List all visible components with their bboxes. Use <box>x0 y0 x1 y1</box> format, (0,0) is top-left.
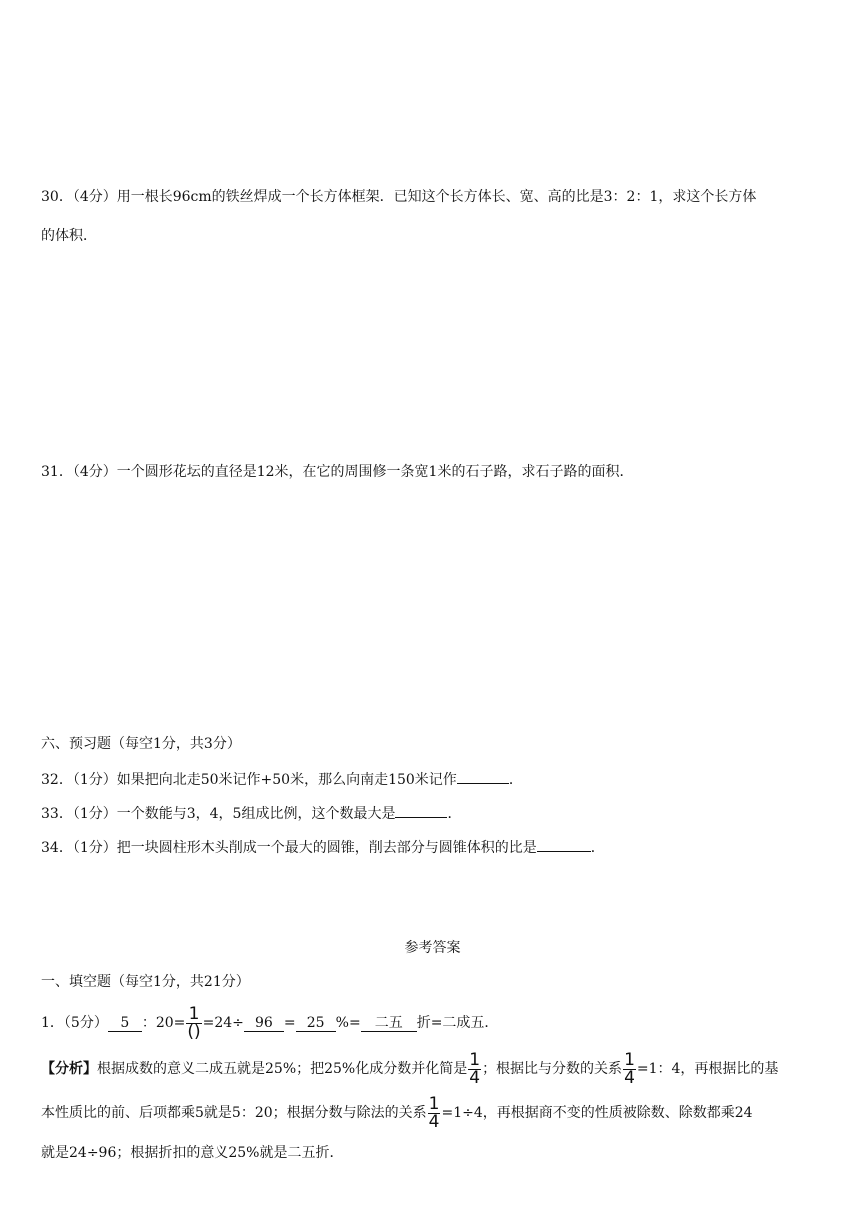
analysis-line-2 <box>41 1094 753 1132</box>
answer-1-value-4: 二五 <box>361 1015 417 1032</box>
answer-1-fraction <box>186 1003 201 1042</box>
answer-1-text-5: 折=二成五． <box>416 1015 499 1031</box>
question-30-line-2: 的体积． <box>41 228 97 244</box>
question-34 <box>41 836 605 858</box>
answer-blank-34[interactable] <box>537 836 591 852</box>
question-32-end: ． <box>508 772 523 788</box>
answer-blank-32[interactable] <box>457 768 509 784</box>
analysis-line-1 <box>41 1050 778 1088</box>
fraction-denominator: 4 <box>469 1067 481 1088</box>
answer-blank-33[interactable] <box>395 802 447 818</box>
answer-1-prefix: 1．（5分） <box>41 1015 108 1031</box>
analysis-text-1c: =1：4，再根据比的基 <box>636 1061 779 1077</box>
question-33 <box>41 802 461 824</box>
answer-1-value-2: 96 <box>244 1015 284 1032</box>
analysis-text-1b: ；根据比与分数的关系 <box>482 1061 623 1077</box>
question-34-end: ． <box>590 840 605 856</box>
analysis-line-3: 就是24÷96；根据折扣的意义25%就是二五折． <box>41 1145 344 1161</box>
question-32 <box>41 768 523 790</box>
answer-1-value-3: 25 <box>296 1015 336 1032</box>
fraction-numerator: 1 <box>428 1093 440 1114</box>
answer-1-text-1: ：20= <box>141 1015 186 1031</box>
question-34-text: 34．（1分）把一块圆柱形木头削成一个最大的圆锥，削去部分与圆锥体积的比是 <box>41 840 537 856</box>
analysis-fraction-2 <box>623 1049 636 1088</box>
fraction-denominator: () <box>187 1021 201 1042</box>
analysis-fraction-1 <box>468 1049 481 1088</box>
question-32-text: 32．（1分）如果把向北走50米记作+50米，那么向南走150米记作 <box>41 772 457 788</box>
question-33-text: 33．（1分）一个数能与3，4，5组成比例，这个数最大是 <box>41 806 396 822</box>
analysis-text-1a: 根据成数的意义二成五就是25%；把25%化成分数并化简是 <box>97 1061 468 1077</box>
question-30-line-1: 30．（4分）用一根长96cm的铁丝焊成一个长方体框架．已知这个长方体长、宽、高的比是3：2：1，求这个长方体 <box>41 189 757 205</box>
fraction-numerator: 1 <box>186 1006 201 1024</box>
fraction-numerator: 1 <box>624 1049 635 1070</box>
analysis-text-2a: 本性质比的前、后项都乘5就是5：20；根据分数与除法的关系 <box>41 1105 427 1121</box>
answers-title: 参考答案 <box>404 940 461 956</box>
answer-1-text-2: =24÷ <box>202 1015 244 1031</box>
analysis-text-2b: =1÷4，再根据商不变的性质被除数、除数都乘24 <box>441 1105 753 1121</box>
fraction-numerator: 1 <box>469 1049 481 1070</box>
answers-section-1-title: 一、填空题（每空1分，共21分） <box>41 974 250 990</box>
analysis-fraction-3 <box>428 1093 441 1132</box>
analysis-label: 【分析】 <box>41 1061 97 1077</box>
question-31: 31．（4分）一个圆形花坛的直径是12米，在它的周围修一条宽1米的石子路，求石子路的面积． <box>41 464 634 480</box>
answer-1 <box>41 1004 498 1042</box>
section-6-title: 六、预习题（每空1分，共3分） <box>41 736 241 752</box>
fraction-denominator: 4 <box>624 1067 635 1088</box>
question-33-end: ． <box>447 806 462 822</box>
answer-1-text-3: = <box>283 1015 296 1031</box>
fraction-denominator: 4 <box>428 1111 440 1132</box>
answer-1-value-1: 5 <box>108 1015 142 1032</box>
answer-1-text-4: %= <box>335 1015 361 1031</box>
